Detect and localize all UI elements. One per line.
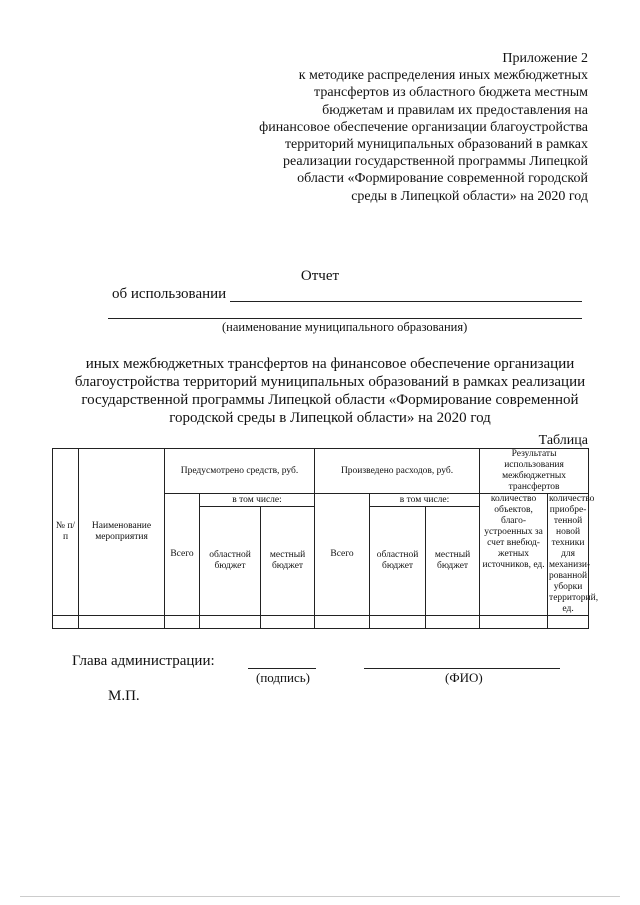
header-name: Наименование мероприятия	[79, 449, 165, 616]
appendix-line: трансфертов из областного бюджета местным	[314, 85, 588, 101]
table-cell	[53, 616, 79, 629]
table-cell	[480, 616, 548, 629]
table-label: Таблица	[538, 433, 588, 448]
usage-label: об использовании	[112, 286, 227, 302]
signature-caption: (подпись)	[256, 670, 310, 685]
header-spent-local: местный бюджет	[426, 507, 480, 616]
fio-caption: (ФИО)	[445, 670, 483, 685]
municipality-line-1	[230, 301, 582, 302]
appendix-line: к методике распределения иных межбюджетных	[298, 68, 588, 84]
appendix-line: области «Формирование современной городской	[297, 171, 588, 187]
header-provided: Предусмотрено средств, руб.	[165, 449, 315, 494]
report-description	[60, 355, 600, 427]
appendix-line: среды в Липецкой области» на 2020 год	[351, 188, 588, 204]
fio-line	[364, 668, 560, 669]
description-line: городской среды в Липецкой области» на 2020 год	[169, 410, 491, 426]
header-results: Результаты использования межбюджетных трансфертов	[480, 449, 589, 494]
table-cell	[426, 616, 480, 629]
table-cell	[548, 616, 589, 629]
appendix-line: реализации государственной программы Липецкой	[282, 154, 588, 170]
page-edge-divider	[20, 896, 620, 897]
header-spent-regional: областной бюджет	[370, 507, 426, 616]
appendix-line: территорий муниципальных образований в рамках	[284, 137, 588, 153]
table-cell	[79, 616, 165, 629]
header-equipment-count: количество приобре-тенной новой техники для механизи-рованной уборки территорий, ед.	[549, 494, 599, 614]
appendix-line: бюджетам и правилам их предоставления на	[322, 102, 588, 118]
head-label: Глава администрации:	[72, 653, 215, 669]
signature-line	[248, 668, 316, 669]
report-table	[52, 448, 599, 629]
header-provided-total: Всего	[165, 494, 200, 616]
description-line: иных межбюджетных трансфертов на финансовое обеспечение организации	[85, 356, 575, 372]
table-cell	[315, 616, 370, 629]
municipality-line-2	[108, 318, 582, 319]
table-cell	[165, 616, 200, 629]
appendix-line: финансовое обеспечение организации благоустройства	[259, 119, 588, 135]
header-num: № п/п	[53, 449, 79, 616]
header-provided-including: в том числе:	[200, 494, 315, 507]
report-title: Отчет	[300, 268, 340, 284]
header-spent-including: в том числе:	[370, 494, 480, 507]
description-line: государственной программы Липецкой области «Формирование современной	[81, 392, 579, 408]
appendix-header	[208, 50, 588, 205]
header-spent: Произведено расходов, руб.	[315, 449, 480, 494]
table-cell	[370, 616, 426, 629]
header-objects-count: количество объектов, благо-устроенных за счет внебюд-жетных источников, ед.	[480, 494, 548, 616]
table-cell	[200, 616, 261, 629]
stamp-label: М.П.	[108, 688, 140, 704]
header-provided-regional: областной бюджет	[200, 507, 261, 616]
table-cell	[261, 616, 315, 629]
description-line: благоустройства территорий муниципальных образований в рамках реализации	[74, 374, 586, 390]
municipality-caption: (наименование муниципального образования)	[222, 320, 468, 334]
header-spent-total: Всего	[315, 494, 370, 616]
table-row	[53, 616, 589, 629]
header-provided-local: местный бюджет	[261, 507, 315, 616]
appendix-line: Приложение 2	[502, 51, 588, 66]
